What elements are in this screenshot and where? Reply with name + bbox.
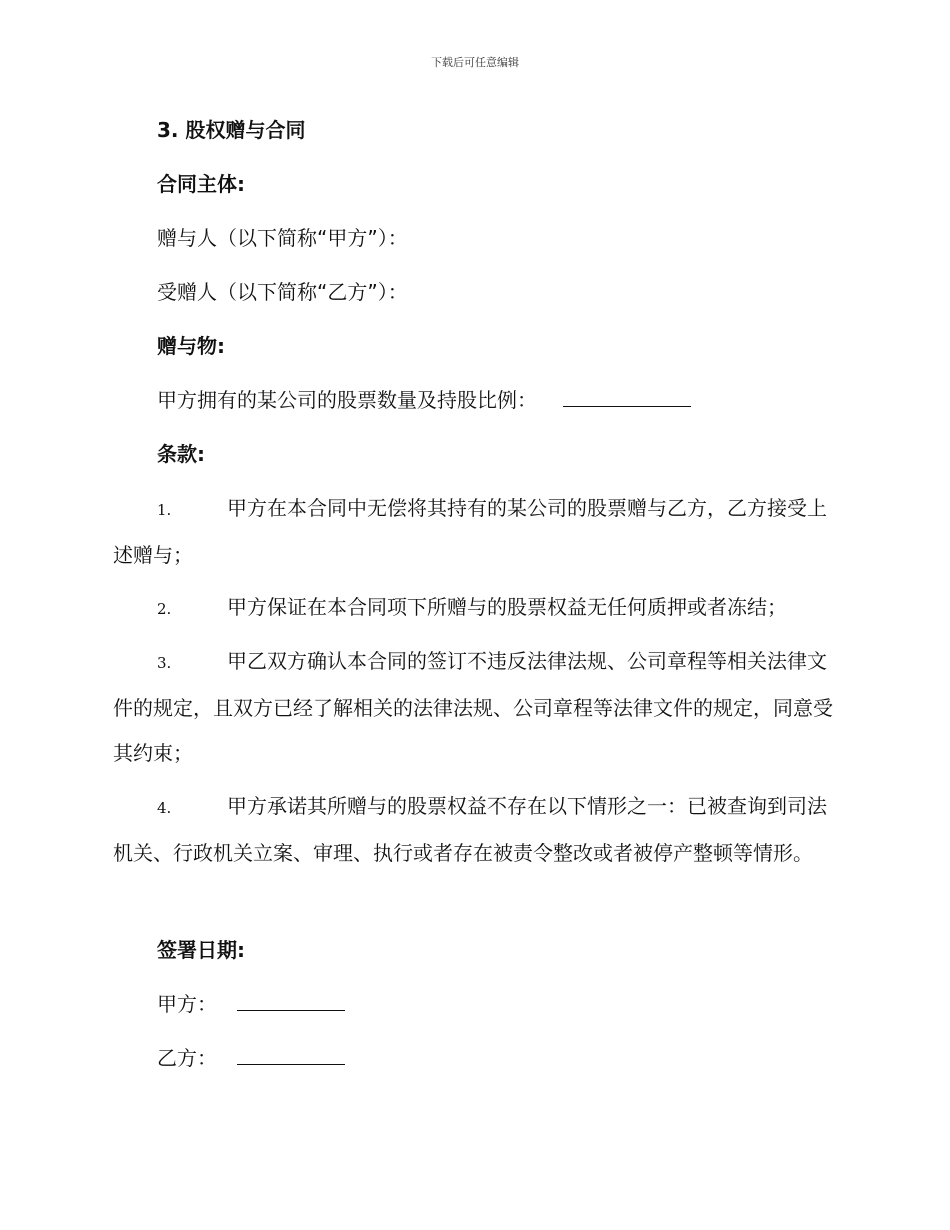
term-item-2 (113, 585, 833, 632)
term-number: 4. (157, 799, 172, 817)
term-item-4 (113, 784, 833, 876)
term-text: 甲方在本合同中无偿将其持有的某公司的股票赠与乙方，乙方接受上述赠与； (113, 496, 827, 567)
gift-heading: 赠与物: (157, 334, 225, 358)
donee-line: 受赠人（以下简称“乙方”）： (157, 280, 408, 304)
gift-blank (563, 388, 691, 407)
term-item-1 (113, 486, 833, 578)
signing-heading: 签署日期: (157, 938, 245, 962)
party-a-label: 甲方： (157, 992, 217, 1016)
term-number: 2. (157, 600, 172, 618)
term-item-3 (113, 639, 833, 776)
term-text: 甲乙双方确认本合同的签订不违反法律法规、公司章程等相关法律文件的规定，且双方已经了解相关的法律法规、公司章程等法律文件的规定，同意受其约束； (113, 649, 833, 765)
party-b-label: 乙方： (157, 1046, 217, 1070)
document-title: 3. 股权赠与合同 (157, 118, 306, 142)
page-header-note: 下载后可任意编辑 (431, 56, 519, 69)
party-a-blank (237, 992, 345, 1011)
gift-line (157, 386, 691, 414)
parties-heading: 合同主体: (157, 172, 245, 196)
donor-line: 赠与人（以下简称“甲方”）： (157, 226, 408, 250)
terms-heading: 条款: (157, 442, 205, 466)
gift-text: 甲方拥有的某公司的股票数量及持股比例： (157, 388, 537, 412)
term-text: 甲方承诺其所赠与的股票权益不存在以下情形之一：已被查询到司法机关、行政机关立案、审理、执行或者存在被责令整改或者被停产整顿等情形。 (113, 794, 827, 865)
term-number: 1. (157, 501, 172, 519)
party-a-signature-line (157, 990, 345, 1018)
party-b-blank (237, 1046, 345, 1065)
party-b-signature-line (157, 1044, 345, 1072)
term-number: 3. (157, 654, 172, 672)
term-text: 甲方保证在本合同项下所赠与的股票权益无任何质押或者冻结； (227, 595, 787, 619)
